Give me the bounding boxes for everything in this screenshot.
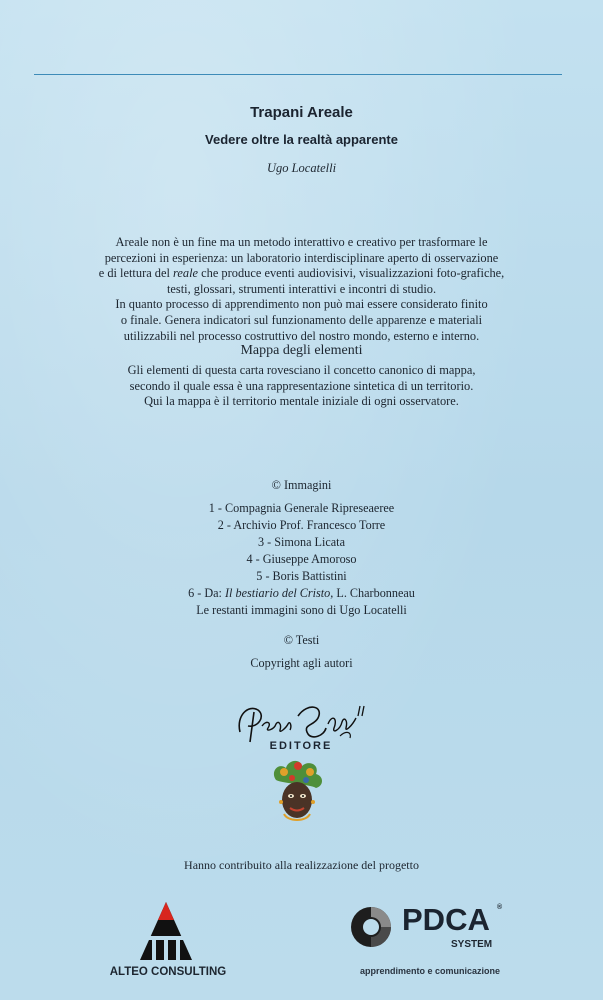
top-rule xyxy=(34,74,562,75)
image-credit: 5 - Boris Battistini xyxy=(256,569,347,583)
image-credit: 2 - Archivio Prof. Francesco Torre xyxy=(217,518,386,532)
alteo-pyramid-logo-icon xyxy=(138,900,194,962)
image-credit: 3 - Simona Licata xyxy=(258,535,345,549)
pdca-circle-logo-icon xyxy=(350,906,392,948)
intro-paragraph xyxy=(78,235,525,344)
intro-line: In quanto processo di apprendimento non può mai essere considerato finito xyxy=(115,297,488,312)
emphasis-reale: reale xyxy=(173,266,199,281)
document-title: Trapani Areale xyxy=(250,104,353,121)
pdca-tagline: apprendimento e comunicazione xyxy=(359,966,501,976)
registered-mark: ® xyxy=(497,904,503,911)
intro-line: Areale non è un fine ma un metodo interattivo e creativo per trasformare le xyxy=(115,235,488,249)
moor-head-icon xyxy=(266,758,328,826)
publisher-label: EDITORE xyxy=(269,740,333,752)
images-note: Le restanti immagini sono di Ugo Locatelli xyxy=(196,603,407,617)
alteo-consulting-name: ALTEO CONSULTING xyxy=(109,966,227,978)
image-credit: 6 - Da: Il bestiario del Cristo, L. Charbonneau xyxy=(188,586,415,600)
map-section-title: Mappa degli elementi xyxy=(240,343,363,358)
image-credit: 4 - Giuseppe Amoroso xyxy=(246,552,357,566)
texts-heading: © Testi xyxy=(283,633,320,647)
author-name: Ugo Locatelli xyxy=(266,161,337,175)
pdca-system-label: SYSTEM xyxy=(451,939,493,950)
book-title: Il bestiario del Cristo, xyxy=(224,586,334,600)
contributors-caption: Hanno contribuito alla realizzazione del progetto xyxy=(184,858,419,872)
map-line: Qui la mappa è il territorio mentale iniziale di ogni osservatore. xyxy=(144,394,459,409)
map-line: Gli elementi di questa carta rovesciano il concetto canonico di mappa, xyxy=(127,363,476,377)
image-credit: 1 - Compagnia Generale Ripreseaeree xyxy=(208,501,395,515)
texts-note: Copyright agli autori xyxy=(250,656,353,670)
intro-line: o finale. Genera indicatori sul funzionamento delle apparenze e materiali xyxy=(120,312,483,327)
document-subtitle: Vedere oltre la realtà apparente xyxy=(205,132,398,147)
map-section-paragraph xyxy=(78,363,525,410)
intro-line: e di lettura del reale che produce eventi audiovisivi, visualizzazioni foto-grafiche, xyxy=(98,266,505,281)
intro-line: testi, glossari, strumenti interattivi e incontri di studio. xyxy=(166,281,437,296)
images-heading: © Immagini xyxy=(271,478,332,492)
intro-line: percezioni in esperienza: un laboratorio interdisciplinare aperto di osservazione xyxy=(104,250,499,265)
map-line: secondo il quale essa è una rappresentazione sintetica di un territorio. xyxy=(129,378,474,393)
pdca-wordmark: PDCA xyxy=(402,902,490,937)
intro-line: utilizzabili nel processo costruttivo del nostro mondo, esterno e interno. xyxy=(123,328,480,343)
